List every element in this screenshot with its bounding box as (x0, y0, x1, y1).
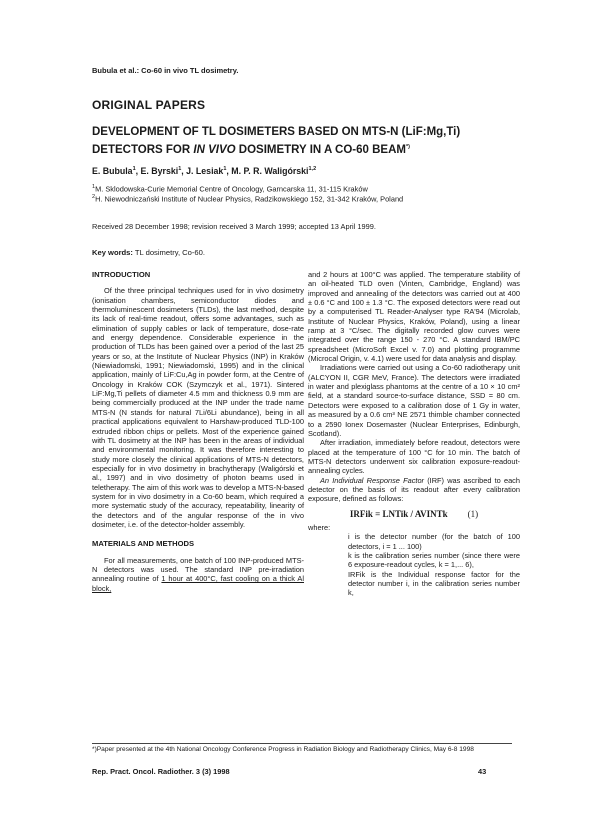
title-footnote-marker: *) (405, 143, 410, 150)
author: M. P. R. Waligórski$^{1,2}$ (231, 166, 317, 176)
section-label: ORIGINAL PAPERS (92, 98, 206, 112)
footnote: *)Paper presented at the 4th National Oncology Conference Progress in Radiation Biology and Radiotherapy Clinics, May 6-8 1998 (92, 743, 512, 753)
paper-title (92, 125, 532, 157)
intro-paragraph: Of the three principal techniques used for in vivo dosimetry (ionisation chambers, semiconductor diodes and thermoluminescent dosimeters (TLDs), the last method, despite its lack of real-time readout, offers some advantages, such as elimination of supply cables or lack of temperature, dose-rate and energy dependence. Considerable experience in the production of TLDs has been gained over a period of the last 25 years or so, at the Institute of Nuclear Physics (INP) in Kraków (Niewiadomski, 1991; Niewiadomski, 1995) and in the clinical application, mainly of LiF:Cu,Ag in powder form, at the Centre of Oncology in Kraków COK (Szymczyk et al., 1971). Sintered LiF:Mg,Ti pellets of diameter 4.5 mm and thickness 0.9 mm are being commercially produced at the INP under the trade name MTS-N (N stands for natural 7Li/6Li abundance), being in all practical applications equivalent to Harshaw-produced TLD-100 extruded ribbon chips or pellets. Most of the experience gained with TL dosimetry at the INP has been in the areas of individual and environmental monitoring. It was therefore interesting to study more closely the clinical applications of MTS-N detectors, especially for in vivo dosimetry in brachytherapy (Waligórski et al., 1997) and in vivo dosimetry of photon beams used in teletherapy. The aim of this work was to develop a MTS-N-based system for in vivo dosimetry in a Co-60 beam, which required a more systematic study of the accuracy, repeatability, linearity of the detectors and of the angular response of the in vivo dosimeter, i.e. of the detector-holder assembly. (92, 286, 304, 529)
author: E. Byrski$^1$, (140, 166, 187, 176)
author: J. Lesiak$^1$, (186, 166, 232, 176)
journal-citation: Rep. Pract. Oncol. Radiother. 3 (3) 1998 (92, 767, 230, 776)
section-heading-methods: MATERIALS AND METHODS (92, 539, 195, 549)
title-line-2 (92, 140, 532, 157)
keywords (92, 248, 205, 257)
title-italic: IN VIVO (193, 143, 236, 156)
underlined-annealing-text: 1 hour at 400°C, fast cooling on a thick Al block, (92, 574, 304, 593)
title-line-2-post: DOSIMETRY IN A CO-60 BEAM (235, 143, 406, 156)
definition-list (308, 532, 520, 597)
body-paragraph: and 2 hours at 100°C was applied. The temperature stability of an oil-heated TLD oven (Vinten, Cambridge, England) was improved and annealing of the detectors was carried out at 400 ± 0.6 °C and 100 ± 1.3 °C. The exposed detectors were read out by a computerised TL Reader-Analyser type RA'94 (Microlab, Institute of Nuclear Physics, Kraków, Poland), using a linear ramp at 3 °C/sec. The digitally recorded glow curves were integrated over the range 150 - 270 °C. A standard IBM/PC spreadsheet (MicroSoft Excel v. 7.0) and plotting programme (Microcal Origin, v. 4.1) were used for data analysis and display. (308, 270, 520, 364)
right-column (308, 270, 520, 598)
definition-item: IRFik is the Individual response factor for the detector number i, in the calibration series number k, (348, 569, 520, 598)
keywords-label: Key words: (92, 248, 133, 257)
body-paragraph: After irradiation, immediately before readout, detectors were placed at the temperature of 100 °C for 10 min. The batch of MTS-N detectors underwent six calibration exposure-readout-annealing cycles. (308, 438, 520, 476)
definition-item: i is the detector number (for the batch of 100 detectors, i = 1 ... 100) (348, 532, 520, 551)
body-paragraph: Irradiations were carried out using a Co-60 radiotherapy unit (ALCYON II, CGR MeV, France). The detectors were irradiated in water and plexiglass phantoms at the centre of a 10 × 10 cm² field, at a standard source-to-surface distance, SSD = 80 cm. Detectors were exposed to a calibration dose of 1 Gy in water, as measured by a 0.6 cm³ NE 2571 thimble chamber connected to a 2590 Ionex Dosemaster (Nuclear Enterprises, Edinburgh, Scotland). (308, 363, 520, 438)
affiliation: $^1$M. Sklodowska-Curie Memorial Centre of Oncology, Garncarska 11, 31-115 Kraków (92, 184, 368, 194)
section-heading-introduction: INTRODUCTION (92, 270, 151, 279)
definition-item: k is the calibration series number (since there were 6 exposure-readout cycles, k = 1,... 6), (348, 550, 520, 570)
equation-1: IRFik = LNTik / AVINTk (1) (349, 508, 479, 519)
affiliation: $^2$H. Niewodniczański Institute of Nuclear Physics, Radzikowskiego 152, 31-342 Kraków, Poland (92, 194, 404, 204)
title-line-2-pre: DETECTORS FOR (92, 143, 194, 156)
received-dates: Received 28 December 1998; revision received 3 March 1999; accepted 13 April 1999. (92, 222, 376, 231)
equation-number: (1) (467, 508, 479, 519)
keywords-text: TL dosimetry, Co-60. (132, 248, 205, 257)
left-column (92, 270, 304, 593)
body-paragraph: An Individual Response Factor (IRF) was ascribed to each detector on the basis of its readout after every calibration exposure, defined as follows: (308, 475, 520, 504)
page-number: 43 (478, 767, 487, 776)
author: E. Bubula$^1$, (92, 166, 141, 176)
author-list (92, 166, 316, 176)
methods-paragraph: For all measurements, one batch of 100 INP-produced MTS-N detectors was used. The standard INP pre-irradiation annealing routine of 1 hour at 400°C, fast cooling on a thick Al block, (92, 555, 304, 593)
title-line-1: DEVELOPMENT OF TL DOSIMETERS BASED ON MTS-N (LiF:Mg,Ti) (92, 126, 461, 138)
where-label: where: (308, 522, 331, 532)
running-head: Bubula et al.: Co-60 in vivo TL dosimetry. (92, 66, 239, 75)
